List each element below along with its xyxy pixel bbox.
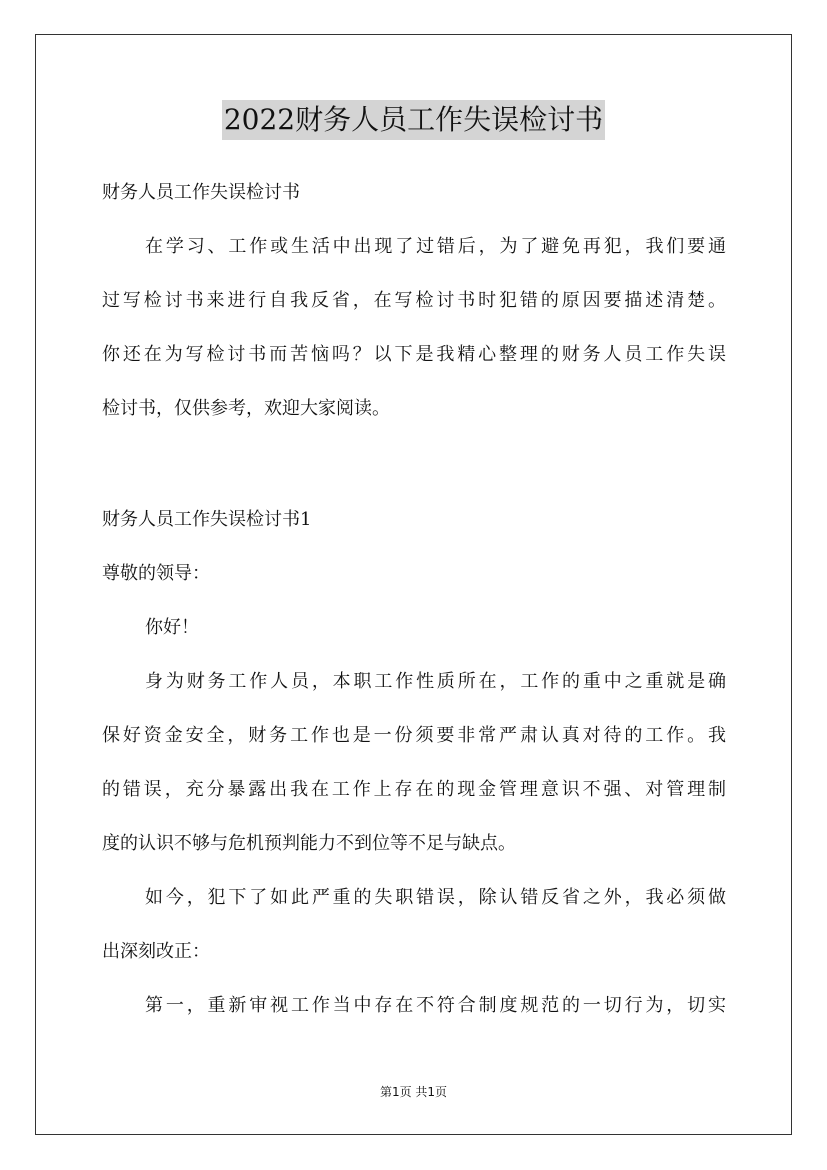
section-title: 财务人员工作失误检讨书1 — [102, 509, 312, 530]
paragraph-line: 度的认识不够与危机预判能力不到位等不足与缺点。 — [102, 833, 516, 854]
title-wrap — [0, 100, 827, 140]
document-subtitle: 财务人员工作失误检讨书 — [102, 182, 300, 203]
intro-line: 过写检讨书来进行自我反省，在写检讨书时犯错的原因要描述清楚。 — [102, 290, 726, 311]
paragraph-line: 如今，犯下了如此严重的失职错误，除认错反省之外，我必须做 — [145, 887, 726, 908]
section-gap — [102, 442, 726, 499]
document-body — [102, 172, 726, 1039]
greeting: 你好！ — [145, 617, 199, 638]
paragraph-line: 第一，重新审视工作当中存在不符合制度规范的一切行为，切实 — [145, 995, 726, 1016]
page-footer: 第1页 共1页 — [379, 1085, 448, 1099]
intro-line: 在学习、工作或生活中出现了过错后，为了避免再犯，我们要通 — [145, 236, 726, 257]
paragraph-line: 保好资金安全，财务工作也是一份须要非常严肃认真对待的工作。我 — [102, 725, 726, 746]
intro-line: 你还在为写检讨书而苦恼吗？以下是我精心整理的财务人员工作失误 — [102, 344, 726, 365]
intro-line: 检讨书，仅供参考，欢迎大家阅读。 — [102, 398, 390, 419]
salutation: 尊敬的领导： — [102, 563, 210, 584]
paragraph-line: 出深刻改正： — [102, 941, 210, 962]
paragraph-line: 身为财务工作人员，本职工作性质所在，工作的重中之重就是确 — [145, 671, 726, 692]
document-title: 2022财务人员工作失误检讨书 — [222, 100, 605, 140]
paragraph-line: 的错误，充分暴露出我在工作上存在的现金管理意识不强、对管理制 — [102, 779, 726, 800]
